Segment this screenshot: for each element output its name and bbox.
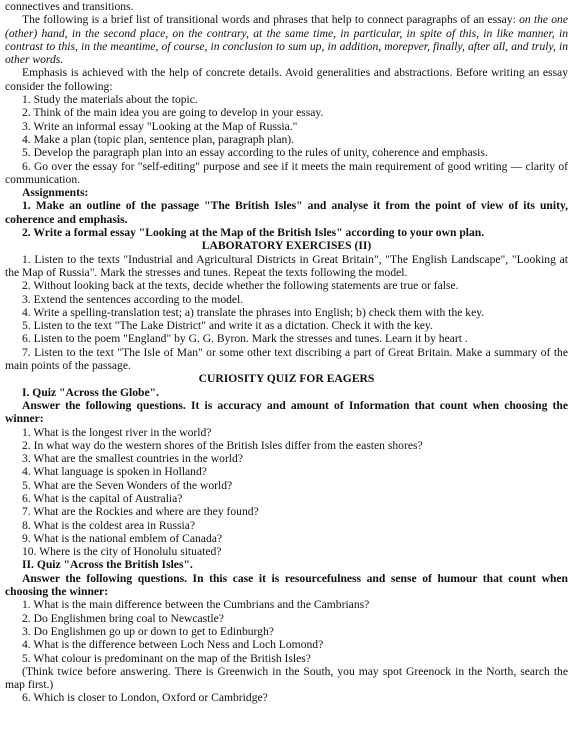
quiz2-question: 3. Do Englishmen go up or down to get to Edinburgh? [22, 624, 274, 638]
step-item: 4. Make a plan (topic plan, sentence plan, paragraph plan). [22, 132, 295, 146]
transitions-paragraph [5, 13, 568, 66]
quiz1-question: 1. What is the longest river in the world? [22, 425, 212, 439]
lab-item: 7. Listen to the text "The Isle of Man" or some other text discribing a part of Great Britain. Make a summary of the main points of the passage. [5, 345, 568, 373]
quiz1-question: 7. What are the Rockies and where are they found? [22, 505, 259, 519]
assignment-item: 2. Write a formal essay "Looking at the Map of the British Isles" according to your own plan. [22, 226, 485, 240]
intro-line: connectives and transitions. [5, 0, 134, 13]
lab-heading: LABORATORY EXERCISES (II) [201, 239, 372, 253]
quiz-heading: CURIOSITY QUIZ FOR EAGERS [198, 372, 375, 386]
lab-item: 1. Listen to the texts "Industrial and Agricultural Districts in Great Britain", "The English Landscape", "Looking at the Map of Russia". Mark the stresses and tunes. Repeat the texts following the model. [5, 252, 568, 279]
step-item: 3. Write an informal essay "Looking at the Map of Russia." [22, 119, 298, 133]
quiz2-note: (Think twice before answering. There is Greenwich in the South, you may spot Greenock in the North, search the map first.) [5, 664, 568, 692]
quiz2-question: 5. What colour is predominant on the map of the British Isles? [22, 651, 311, 665]
quiz1-question: 3. What are the smallest countries in the world? [22, 452, 243, 466]
transitions-list: on the one (other) hand, in the second place, on the contrary, at the same time, in particular, in spite of this, in like manner, in contrast to this, in the meantime, of course, in conclusion to sum up, in addition, morepver, finally, after all, and truly, in other words. [5, 13, 568, 67]
lab-item: 4. Write a spelling-translation test; a) translate the phrases into English; b) check them with the key. [22, 305, 485, 319]
lab-item: 5. Listen to the text "The Lake District" and write it as a dictation. Check it with the key. [22, 319, 433, 333]
step-item: 1. Study the materials about the topic. [22, 93, 198, 107]
lab-item: 2. Without looking back at the texts, decide whether the following statements are true or false. [22, 279, 459, 293]
quiz1-question: 4. What language is spoken in Holland? [22, 465, 207, 479]
quiz2-title: II. Quiz "Across the British Isles". [22, 558, 193, 572]
lab-item: 6. Listen to the poem "England" by G. G. Byron. Mark the stresses and tunes. Learn it by heart . [22, 332, 468, 346]
quiz1-question: 10. Where is the city of Honolulu situated? [22, 545, 222, 559]
quiz1-instruction: Answer the following questions. It is accuracy and amount of Information that count when choosing the winner: [5, 398, 568, 426]
assignments-heading: Assignments: [22, 186, 89, 200]
quiz1-question: 2. In what way do the western shores of the British Isles differ from the easten shores? [22, 438, 423, 452]
quiz2-question: 6. Which is closer to London, Oxford or Cambridge? [22, 691, 268, 705]
step-item: 5. Develop the paragraph plan into an essay according to the rules of unity, coherence and emphasis. [22, 146, 488, 160]
transitions-lead: The following is a brief list of transitional words and phrases that help to connect paragraphs of an essay: [22, 13, 516, 27]
lab-item: 3. Extend the sentences according to the model. [22, 292, 244, 306]
quiz1-question: 5. What are the Seven Wonders of the world? [22, 478, 233, 492]
quiz1-question: 8. What is the coldest area in Russia? [22, 518, 196, 532]
step-item: 2. Think of the main idea you are going to develop in your essay. [22, 106, 324, 120]
quiz2-question: 4. What is the difference between Loch Ness and Loch Lomond? [22, 638, 324, 652]
emphasis-paragraph: Emphasis is achieved with the help of concrete details. Avoid generalities and abstractions. Before writing an essay consider the following: [5, 66, 568, 93]
quiz2-instruction: Answer the following questions. In this case it is resourcefulness and sense of humour that count when choosing the winner: [5, 571, 568, 599]
assignment-item: 1. Make an outline of the passage "The British Isles" and analyse it from the point of view of its unity, coherence and emphasis. [5, 199, 568, 226]
quiz1-title: I. Quiz "Across the Globe". [22, 385, 159, 399]
quiz2-question: 2. Do Englishmen bring coal to Newcastle? [22, 611, 224, 625]
quiz2-question: 1. What is the main difference between the Cumbrians and the Cambrians? [22, 598, 370, 612]
quiz1-question: 9. What is the national emblem of Canada? [22, 531, 223, 545]
quiz1-question: 6. What is the capital of Australia? [22, 491, 183, 505]
step-item: 6. Go over the essay for "self-editing" purpose and see if it meets the main requirement of good writing — clarity of communication. [5, 159, 568, 186]
